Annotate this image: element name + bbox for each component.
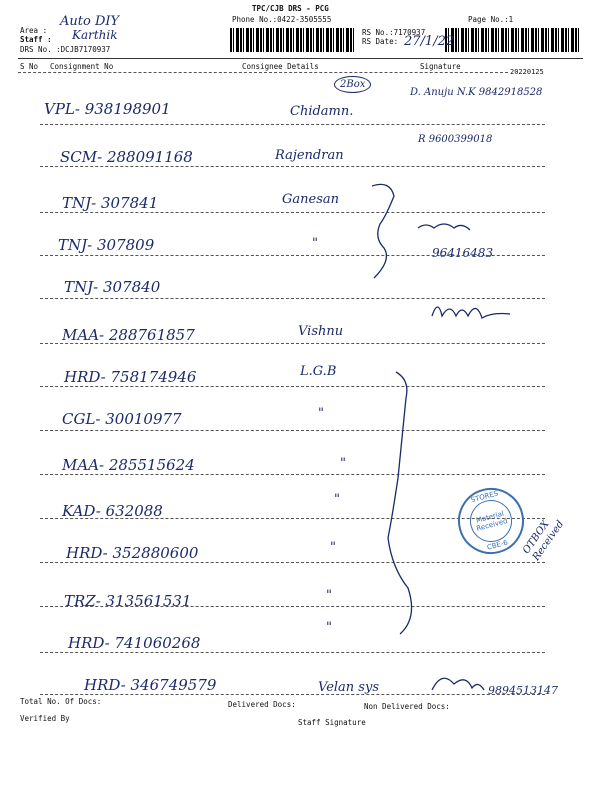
row-8-consignee: " bbox=[318, 406, 324, 421]
row-8-consignment: CGL- 30010977 bbox=[62, 410, 182, 428]
row-4-consignment: TNJ- 307809 bbox=[58, 236, 155, 254]
bracket-rows-7-13 bbox=[388, 372, 412, 634]
stamp-mid-text: Material Received bbox=[475, 509, 509, 533]
col-sno: S No bbox=[20, 62, 39, 71]
stamp-bottom-text: CBE-6 bbox=[486, 538, 509, 552]
row-7-consignment: HRD- 758174946 bbox=[64, 368, 197, 386]
row-14-consignee: Velan sys bbox=[318, 680, 379, 695]
rs-date-value: 27/1/22 bbox=[404, 34, 455, 49]
area-value: Auto DIY bbox=[60, 14, 120, 29]
staff-label: Staff : bbox=[20, 35, 52, 44]
row-10-consignment: KAD- 632088 bbox=[62, 502, 163, 520]
row-7-consignee: L.G.B bbox=[300, 364, 337, 379]
document-title: TPC/CJB DRS - PCG bbox=[252, 4, 329, 13]
signature-scrawl-row-6 bbox=[432, 307, 510, 318]
rs-date-label: RS Date: bbox=[362, 37, 399, 46]
row-6-consignment: MAA- 288761857 bbox=[62, 326, 195, 344]
row-12-consignee: " bbox=[326, 588, 332, 603]
row-6-consignee: Vishnu bbox=[298, 324, 344, 339]
non-delivered-docs-label: Non Delivered Docs: bbox=[364, 702, 450, 711]
row-4-signature: 96416483 bbox=[432, 246, 494, 260]
verified-by-label: Verified By bbox=[20, 714, 70, 723]
row-3-consignment: TNJ- 307841 bbox=[62, 194, 159, 212]
delivered-docs-label: Delivered Docs: bbox=[228, 700, 296, 709]
row-11-consignment: HRD- 352880600 bbox=[66, 544, 199, 562]
row-2-consignee: Rajendran bbox=[275, 148, 344, 163]
row-13-consignment: HRD- 741060268 bbox=[68, 634, 201, 652]
total-docs-label: Total No. Of Docs: bbox=[20, 697, 102, 706]
row-9-consignment: MAA- 285515624 bbox=[62, 456, 195, 474]
row-10-consignee: " bbox=[334, 492, 340, 507]
col-consignee: Consignee Details bbox=[242, 62, 319, 71]
staff-value: Karthik bbox=[72, 28, 118, 42]
area-label: Area : bbox=[20, 26, 48, 35]
signature-scrawl-row-4 bbox=[418, 224, 470, 230]
box-count-note: 2Box bbox=[334, 76, 371, 93]
drs-number: DRS No. :DCJB7170937 bbox=[20, 45, 111, 54]
row-11-signature: OTBOX Received bbox=[520, 518, 567, 563]
row-3-consignee: Ganesan bbox=[282, 192, 339, 207]
row-14-consignment: HRD- 346749579 bbox=[84, 676, 217, 694]
row-1-signature: D. Anuju N.K 9842918528 bbox=[410, 87, 543, 98]
row-9-consignee: " bbox=[340, 456, 346, 471]
row-11-consignee: " bbox=[330, 540, 336, 555]
rs-number: RS No.:7170937 bbox=[362, 28, 426, 37]
row-14-signature: 9894513147 bbox=[488, 684, 558, 697]
row-13-consignee: " bbox=[326, 620, 332, 635]
page-number: Page No.:1 bbox=[468, 15, 514, 24]
row-12-consignment: TRZ- 313561531 bbox=[64, 592, 192, 610]
col-consignment: Consignment No bbox=[50, 62, 114, 71]
row-1-consignee: Chidamn. bbox=[290, 104, 354, 119]
row-2-consignment: SCM- 288091168 bbox=[60, 148, 193, 166]
row-2-signature: R 9600399018 bbox=[418, 134, 493, 145]
signature-scrawl-row-14 bbox=[432, 678, 484, 690]
phone-number: Phone No.:0422-3505555 bbox=[232, 15, 332, 24]
row-4-consignee: " bbox=[312, 236, 318, 251]
row-5-consignment: TNJ- 307840 bbox=[64, 278, 161, 296]
stamp-top-text: STORES bbox=[469, 489, 500, 505]
date-code: 20220125 bbox=[510, 68, 544, 76]
staff-signature-label: Staff Signature bbox=[298, 718, 366, 727]
col-signature: Signature bbox=[420, 62, 461, 71]
row-1-consignment: VPL- 938198901 bbox=[44, 100, 171, 118]
row-3-brace-mark bbox=[372, 184, 394, 278]
